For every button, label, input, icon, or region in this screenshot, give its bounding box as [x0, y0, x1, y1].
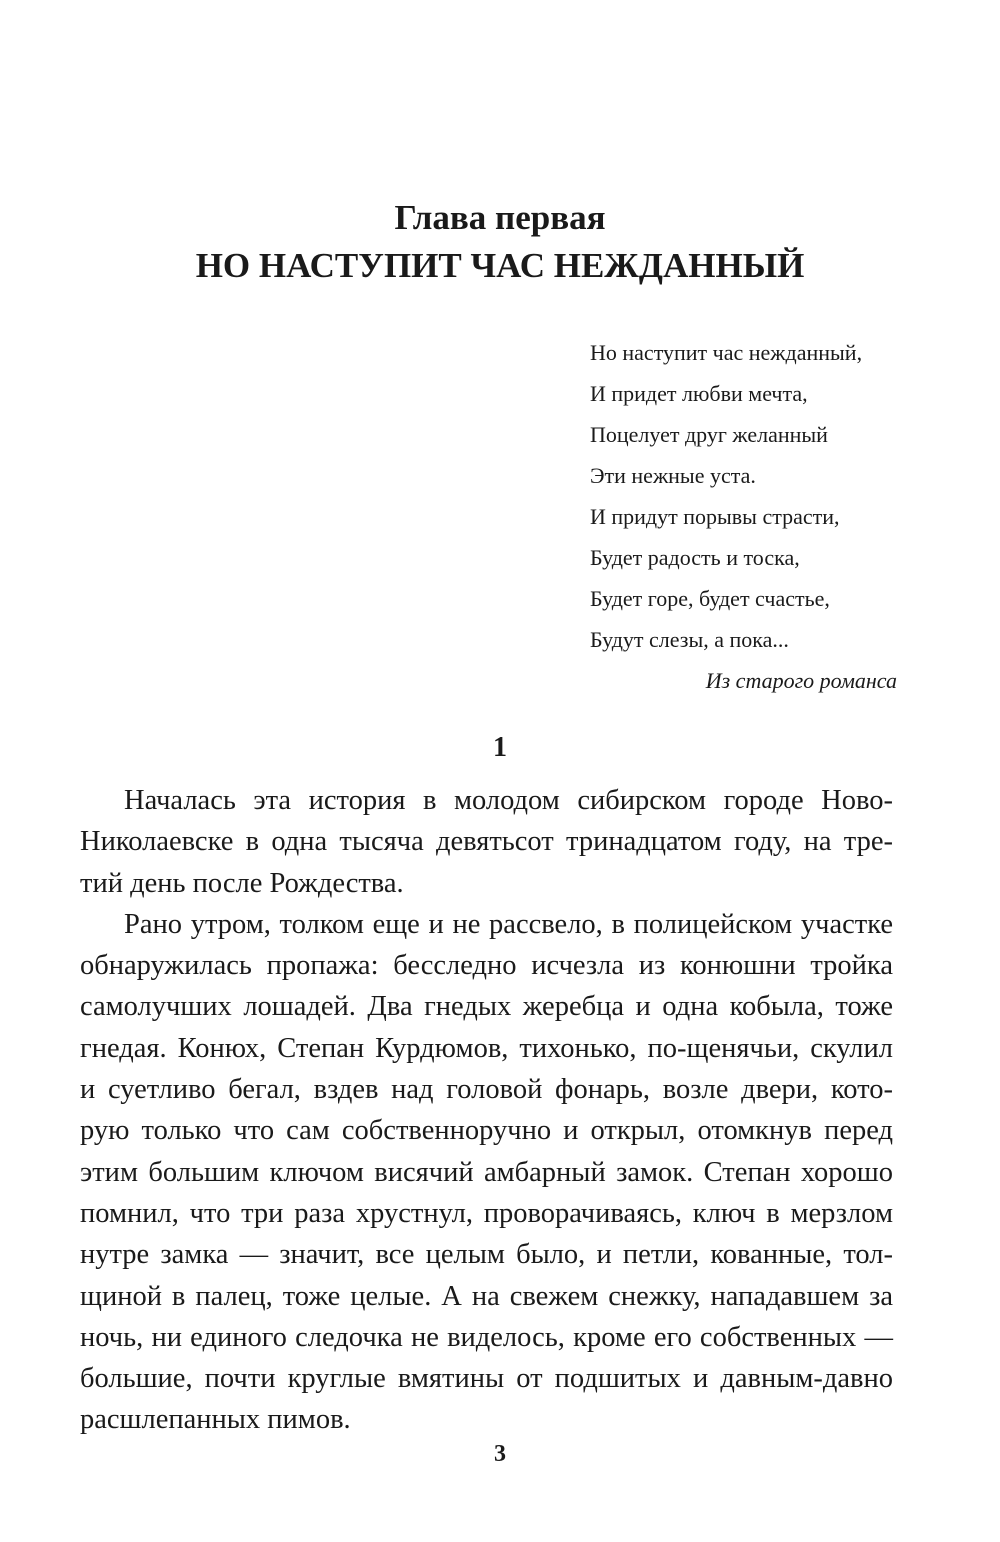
epigraph-line: Но наступит час нежданный,	[590, 340, 863, 365]
epigraph-line: И придут порывы страсти,	[590, 504, 840, 529]
body-line: нутре замка — значит, все целым было, и петли, кованные, тол-	[80, 1239, 893, 1271]
body-line: тий день после Рождества.	[80, 867, 404, 899]
body-line: расшлепанных пимов.	[80, 1404, 351, 1436]
body-line: самолучших лошадей. Два гнедых жеребца и одна кобыла, тоже	[80, 991, 893, 1023]
body-line: Рано утром, толком еще и не рассвело, в полицейском участке	[124, 908, 893, 940]
epigraph-line: Будет горе, будет счастье,	[590, 586, 830, 611]
chapter-label: Глава первая	[394, 198, 606, 237]
epigraph-line: И придет любви мечта,	[590, 381, 808, 406]
chapter-title: НО НАСТУПИТ ЧАС НЕЖДАННЫЙ	[195, 246, 805, 285]
body-line: обнаружилась пропажа: бесследно исчезла из конюшни тройка	[80, 950, 893, 982]
epigraph-line: Поцелует друг желанный	[590, 422, 828, 447]
body-line: Началась эта история в молодом сибирском городе Ново-	[124, 785, 893, 816]
epigraph-line: Будут слезы, а пока...	[590, 627, 789, 652]
body-line: и суетливо бегал, вздев над головой фонарь, возле двери, кото-	[80, 1074, 893, 1106]
epigraph-line: Эти нежные уста.	[590, 463, 756, 488]
body-line: помнил, что три раза хрустнул, проворачиваясь, ключ в мерзлом	[80, 1197, 893, 1229]
body-line: гнедая. Конюх, Степан Курдюмов, тихонько, по-щенячьи, скулил	[80, 1032, 893, 1064]
body-line: рую только что сам собственноручно и открыл, отомкнув перед	[80, 1115, 893, 1147]
section-number: 1	[493, 732, 507, 763]
body-line: щиной в палец, тоже целые. А на свежем снежку, нападавшем за	[80, 1280, 893, 1312]
epigraph-source: Из старого романса	[705, 668, 897, 693]
body-line: ночь, ни единого следочка не виделось, кроме его собственных —	[80, 1321, 893, 1353]
body-text	[80, 780, 893, 1441]
epigraph	[590, 332, 910, 693]
body-line: этим большим ключом висячий амбарный замок. Степан хорошо	[80, 1156, 893, 1188]
page-number: 3	[494, 1441, 506, 1467]
epigraph-line: Будет радость и тоска,	[590, 545, 800, 570]
body-line: большие, почти круглые вмятины от подшитых и давным-давно	[80, 1363, 893, 1395]
body-line: Николаевске в одна тысяча девятьсот тринадцатом году, на тре-	[80, 826, 893, 858]
